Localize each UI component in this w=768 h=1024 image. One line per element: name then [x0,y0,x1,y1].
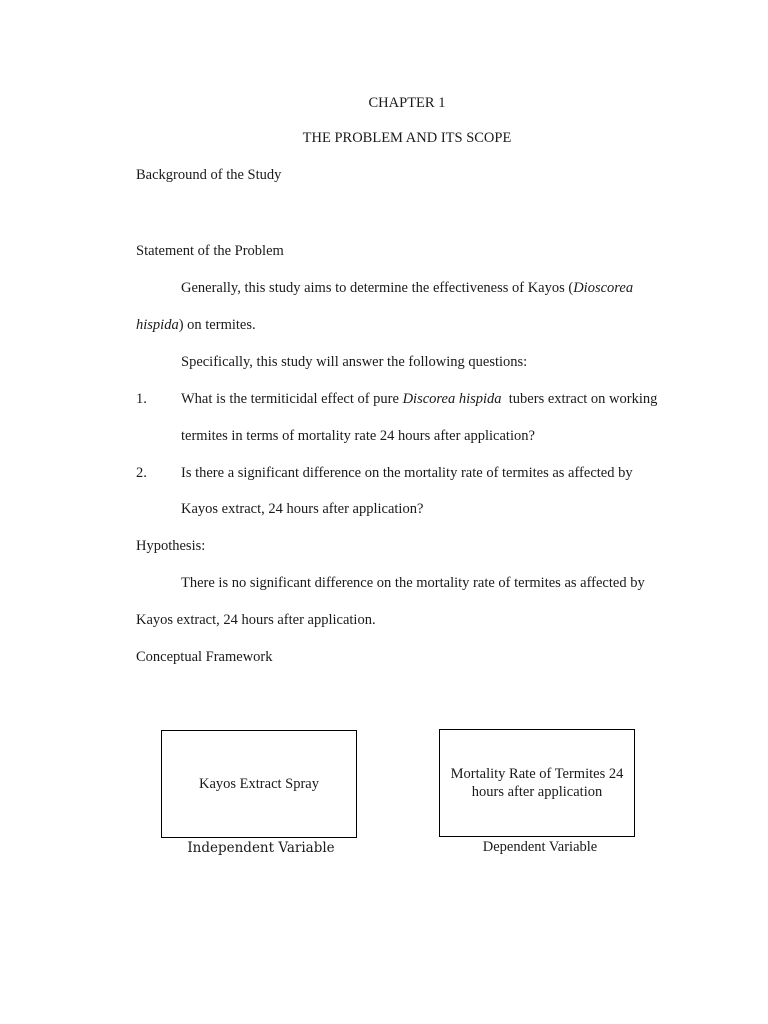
general-text-b: ) on termites. [178,317,256,333]
general-paragraph-line1 [181,279,633,297]
question-1-line1 [181,390,657,408]
question-1-text-a: What is the termiticidal effect of pure [181,391,403,407]
specific-intro: Specifically, this study will answer the following questions: [181,354,528,370]
question-2-line2: Kayos extract, 24 hours after application? [181,501,424,517]
background-heading: Background of the Study [136,167,282,183]
general-text-a: Generally, this study aims to determine the effectiveness of Kayos ( [181,280,574,296]
question-2-line1: Is there a significant difference on the mortality rate of termites as affected by [181,465,633,481]
dependent-variable-box [439,729,635,837]
hypothesis-line2: Kayos extract, 24 hours after application. [136,612,376,628]
species-name-epithet: hispida [136,317,179,333]
question-1-species: Discorea hispida [402,391,502,407]
independent-variable-box [161,730,357,838]
question-1-text-b: tubers extract on working [501,391,658,407]
framework-heading: Conceptual Framework [136,649,273,665]
independent-variable-text: Kayos Extract Spray [199,776,319,792]
dependent-variable-text: Mortality Rate of Termites 24 hours after application [450,766,624,800]
question-number: 1. [136,391,147,407]
chapter-title: THE PROBLEM AND ITS SCOPE [302,130,512,146]
species-name-genus: Dioscorea [573,280,634,296]
general-paragraph-line2 [136,316,256,334]
independent-variable-caption: Independent Variable [187,840,335,856]
hypothesis-heading: Hypothesis: [136,538,206,554]
chapter-label: CHAPTER 1 [368,95,446,111]
question-number: 2. [136,465,147,481]
statement-heading: Statement of the Problem [136,243,284,259]
hypothesis-line1: There is no significant difference on the mortality rate of termites as affected by [181,575,645,591]
dependent-variable-caption: Dependent Variable [482,839,598,855]
question-1-line2: termites in terms of mortality rate 24 hours after application? [181,428,535,444]
